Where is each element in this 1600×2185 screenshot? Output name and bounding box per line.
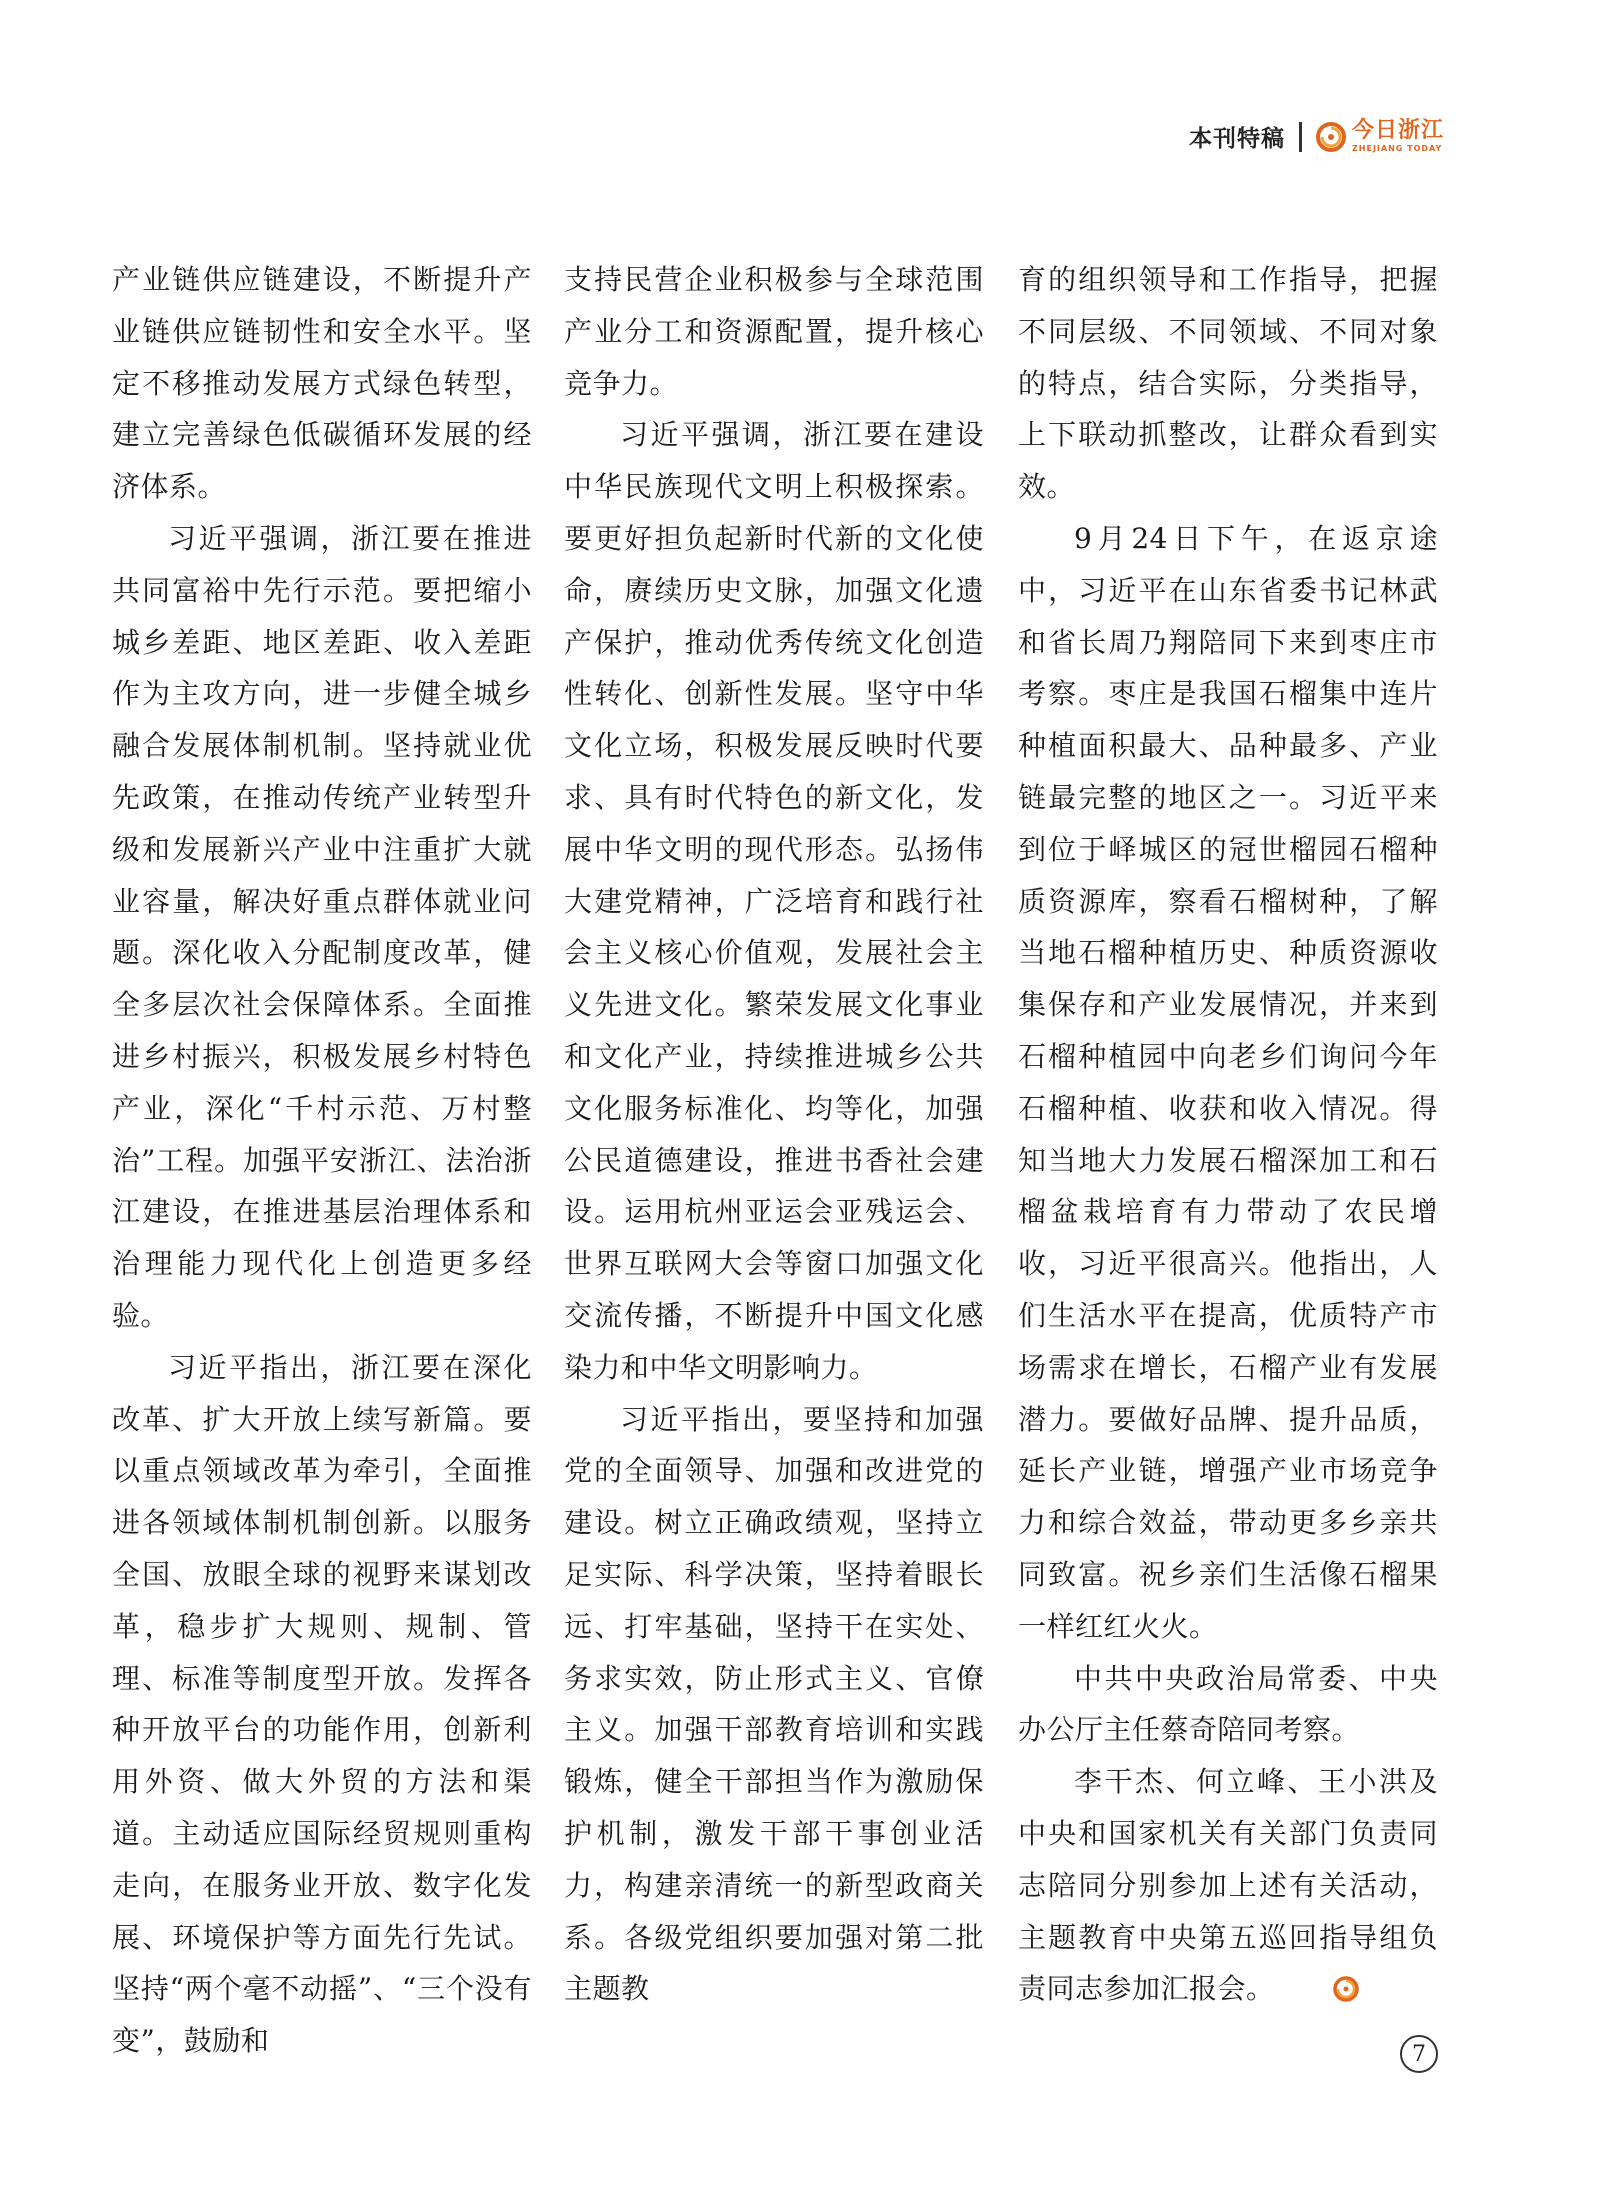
paragraph: 习近平强调，浙江要在推进共同富裕中先行示范。要把缩小城乡差距、地区差距、收入差距作为主攻方向，进一步健全城乡融合发展体制机制。坚持就业优先政策，在推动传统产业转型升级和发展新兴产业中注重扩大就业容量，解决好重点群体就业问题。深化收入分配制度改革，健全多层次社会保障体系。全面推进乡村振兴，积极发展乡村特色产业，深化“千村示范、万村整治”工程。加强平安浙江、法治浙江建设，在推进基层治理体系和治理能力现代化上创造更多经验。 xyxy=(112,521,532,1332)
paragraph: 习近平指出，要坚持和加强党的全面领导、加强和改进党的建设。树立正确政绩观，坚持立足实际、科学决策，坚持着眼长远、打牢基础，坚持干在实处、务求实效，防止形式主义、官僚主义。加强干部教育培训和实践锻炼，健全干部担当作为激励保护机制，激发干部干事创业活力，构建亲清统一的新型政商关系。各级党组织要加强对第二批主题教 xyxy=(564,1402,984,2006)
page-header xyxy=(1189,120,1444,153)
logo-chinese-name: 今日浙江 xyxy=(1351,118,1444,143)
section-label: 本刊特稿 xyxy=(1188,126,1285,152)
paragraph-final xyxy=(1018,1756,1438,2019)
paragraph: 育的组织领导和工作指导，把握不同层级、不同领域、不同对象的特点，结合实际，分类指导，上下联动抓整改，让群众看到实效。 xyxy=(1018,263,1438,504)
paragraph: 习近平强调，浙江要在建设中华民族现代文明上积极探索。要更好担负起新时代新的文化使命，赓续历史文脉，加强文化遗产保护，推动优秀传统文化创造性转化、创新性发展。坚守中华文化立场，积极发展反映时代要求、具有时代特色的新文化，发展中华文明的现代形态。弘扬伟大建党精神，广泛培育和践行社会主义核心价值观，发展社会主义先进文化。繁荣发展文化事业和文化产业，持续推进城乡公共文化服务标准化、均等化，加强公民道德建设，推进书香社会建设。运用杭州亚运会亚残运会、世界互联网大会等窗口加强文化交流传播，不断提升中国文化感染力和中华文明影响力。 xyxy=(564,418,984,1384)
paragraph: 习近平指出，浙江要在深化改革、扩大开放上续写新篇。要以重点领域改革为牵引，全面推进各领域体制机制创新。以服务全国、放眼全球的视野来谋划改革，稳步扩大规则、规制、管理、标准等制度型开放。发挥各种开放平台的功能作用，创新利用外资、做大外贸的方法和渠道。主动适应国际经贸规则重构走向，在服务业开放、数字化发展、环境保护等方面先行先试。坚持“两个毫不动摇”、“三个没有变”，鼓励和 xyxy=(112,1350,532,2058)
article-end-icon xyxy=(1277,1967,1359,2019)
magazine-logo xyxy=(1316,120,1444,153)
text-column-2 xyxy=(564,254,984,2015)
paragraph: 支持民营企业积极参与全球范围产业分工和资源配置，提升核心竞争力。 xyxy=(564,263,984,400)
header-divider xyxy=(1299,122,1302,152)
text-column-1 xyxy=(112,254,532,2067)
paragraph: 9月24日下午，在返京途中，习近平在山东省委书记林武和省长周乃翔陪同下来到枣庄市考察。枣庄是我国石榴集中连片种植面积最大、品种最多、产业链最完整的地区之一。习近平来到位于峄城区的冠世榴园石榴种质资源库，察看石榴树种，了解当地石榴种植历史、种质资源收集保存和产业发展情况，并来到石榴种植园中向老乡们询问今年石榴种植、收获和收入情况。得知当地大力发展石榴深加工和石榴盆栽培育有力带动了农民增收，习近平很高兴。他指出，人们生活水平在提高，优质特产市场需求在增长，石榴产业有发展潜力。要做好品牌、提升品质，延长产业链，增强产业市场竞争力和综合效益，带动更多乡亲共同致富。祝乡亲们生活像石榴果一样红红火火。 xyxy=(1018,521,1438,1643)
paragraph: 中共中央政治局常委、中央办公厅主任蔡奇陪同考察。 xyxy=(1018,1661,1438,1747)
page-number: 7 xyxy=(1400,2035,1438,2073)
paragraph-text: 李干杰、何立峰、王小洪及中央和国家机关有关部门负责同志陪同分别参加上述有关活动，主题教育中央第五巡回指导组负责同志参加汇报会。 xyxy=(1018,1765,1438,2006)
logo-english-name: ZHEJIANG TODAY xyxy=(1351,144,1443,153)
paragraph: 产业链供应链建设，不断提升产业链供应链韧性和安全水平。坚定不移推动发展方式绿色转型，建立完善绿色低碳循环发展的经济体系。 xyxy=(112,263,532,504)
logo-swirl-icon xyxy=(1316,122,1346,152)
text-column-3 xyxy=(1018,254,1438,2019)
